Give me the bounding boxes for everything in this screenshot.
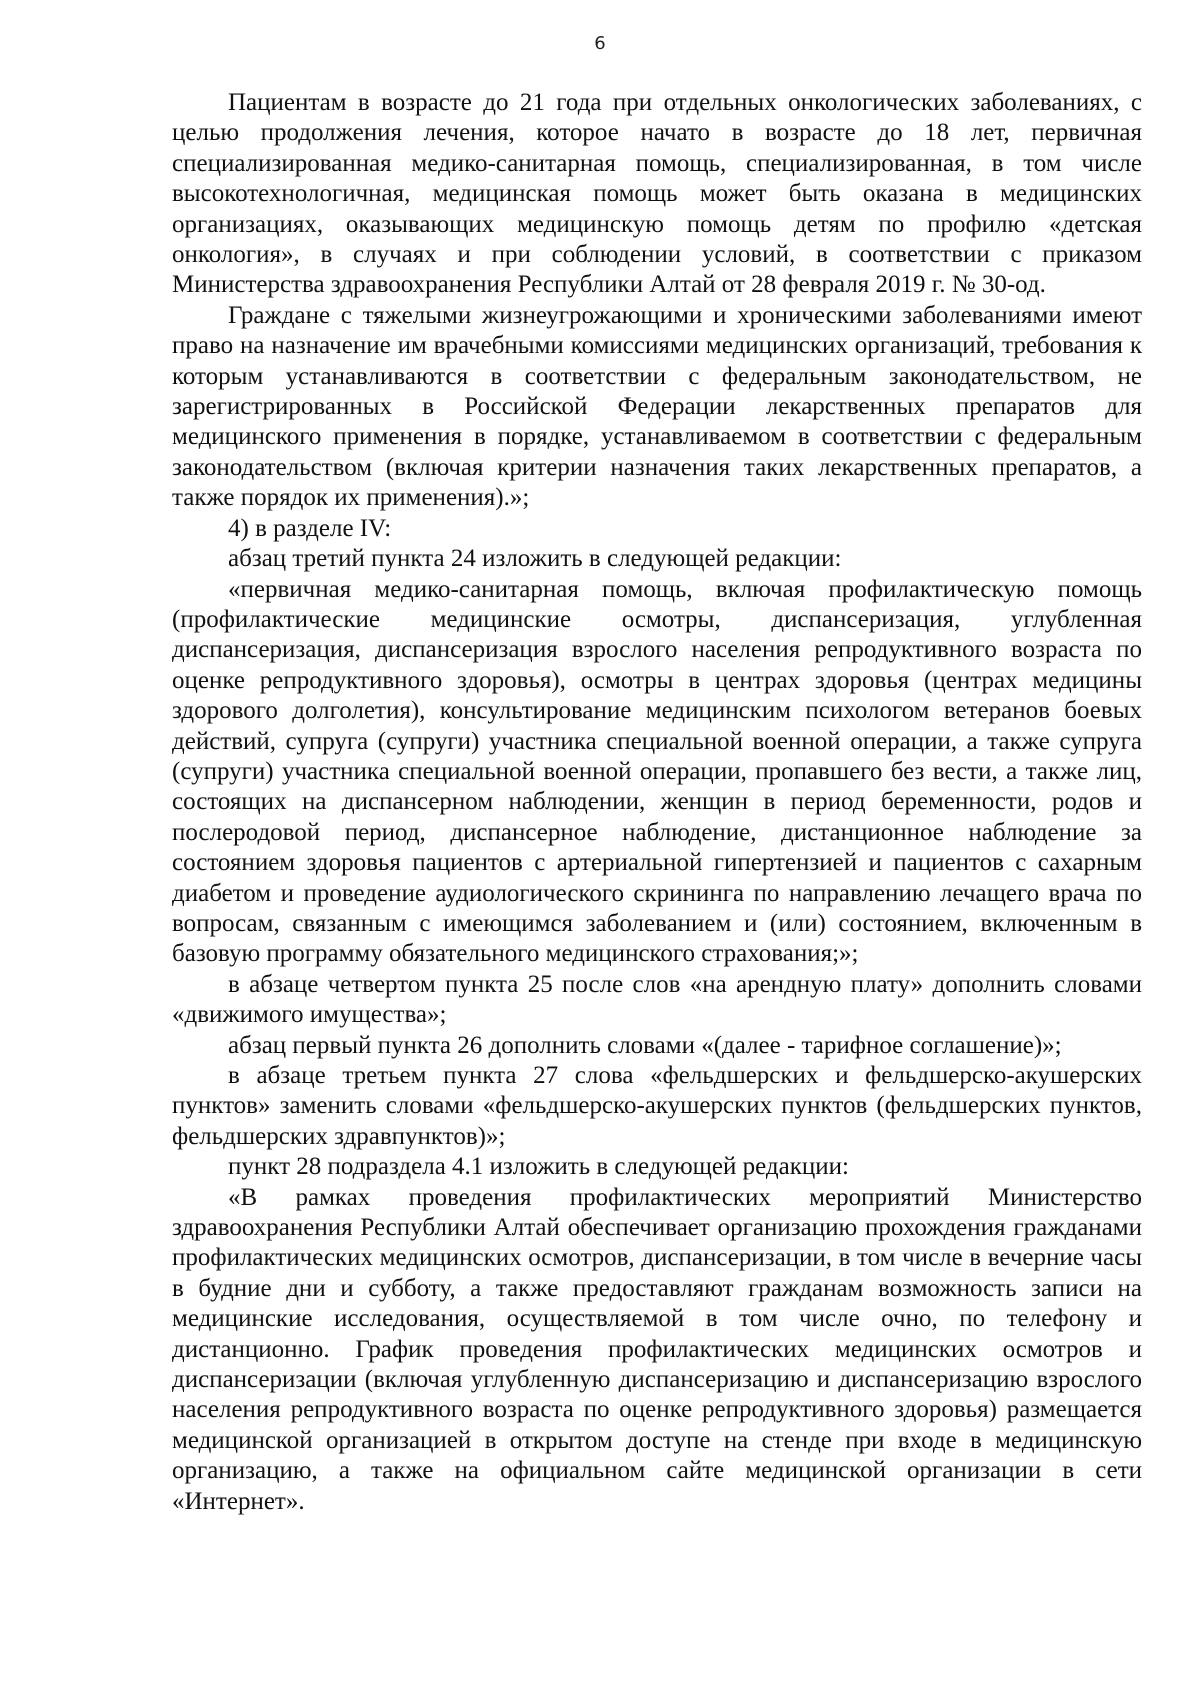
paragraph-item-24-intro: абзац третий пункта 24 изложить в следующей редакции: [228,545,842,573]
document-body [172,88,1142,1517]
paragraph-section-iv: 4) в разделе IV: [228,514,392,542]
paragraph-item-25: в абзаце четвертом пункта 25 после слов «на арендную плату» дополнить словами «движимого имущества»; [172,970,1142,1029]
paragraph-unregistered-drugs: Граждане с тяжелыми жизнеугрожающими и хроническими заболеваниями имеют право на назначение им врачебными комиссиями медицинских организаций, требования к которым устанавливаются в соответствии с федеральным законодательством, не зарегистрированных в Российской Федерации лекарственных препаратов для медицинского применения в порядке, устанавливаемом в соответствии с федеральным законодательством (включая критерии назначения таких лекарственных препаратов, а также порядок их применения).»; [172,301,1142,512]
paragraph-pediatric-oncology: Пациентам в возрасте до 21 года при отдельных онкологических заболеваниях, с целью продолжения лечения, которое начато в возрасте до 18 лет, первичная специализированная медико-санитарная помощь, специализированная, в том числе высокотехнологичная, медицинская помощь может быть оказана в медицинских организациях, оказывающих медицинскую помощь детям по профилю «детская онкология», в случаях и при соблюдении условий, в соответствии с приказом Министерства здравоохранения Республики Алтай от 28 февраля 2019 г. № 30-од. [172,89,1142,299]
paragraph-item-28-intro: пункт 28 подраздела 4.1 изложить в следующей редакции: [228,1153,849,1181]
paragraph-item-28-text: «В рамках проведения профилактических мероприятий Министерство здравоохранения Республики Алтай обеспечивает организацию прохождения гражданами профилактических медицинских осмотров, диспансеризации, в том числе в вечерние часы в будние дни и субботу, а также предоставляют гражданам возможность записи на медицинские исследования, осуществляемой в том числе очно, по телефону и дистанционно. График проведения профилактических медицинских осмотров и диспансеризации (включая углубленную диспансеризацию и диспансеризацию взрослого населения репродуктивного возраста по оценке репродуктивного здоровья) размещается медицинской организацией в открытом доступе на стенде при входе в медицинскую организацию, а также на официальном сайте медицинской организации в сети «Интернет». [172,1183,1142,1515]
page-number: 6 [594,33,606,54]
paragraph-item-24-text: «первичная медико-санитарная помощь, включая профилактическую помощь (профилактические медицинские осмотры, диспансеризация, углубленная диспансеризация, диспансеризация взрослого населения репродуктивного возраста по оценке репродуктивного здоровья), осмотры в центрах здоровья (центрах медицины здорового долголетия), консультирование медицинским психологом ветеранов боевых действий, супруга (супруги) участника специальной военной операции, а также супруга (супруги) участника специальной военной операции, пропавшего без вести, а также лиц, состоящих на диспансерном наблюдении, женщин в период беременности, родов и послеродовой период, диспансерное наблюдение, дистанционное наблюдение за состоянием здоровья пациентов с артериальной гипертензией и пациентов с сахарным диабетом и проведение аудиологического скрининга по направлению лечащего врача по вопросам, связанным с имеющимся заболеванием и (или) состоянием, включенным в базовую программу обязательного медицинского страхования;»; [172,575,1142,968]
paragraph-item-27: в абзаце третьем пункта 27 слова «фельдшерских и фельдшерско-акушерских пунктов» заменить словами «фельдшерско-акушерских пунктов (фельдшерских пунктов, фельдшерских здравпунктов)»; [172,1062,1142,1150]
paragraph-item-26: абзац первый пункта 26 дополнить словами «(далее - тарифное соглашение)»; [228,1031,1062,1059]
